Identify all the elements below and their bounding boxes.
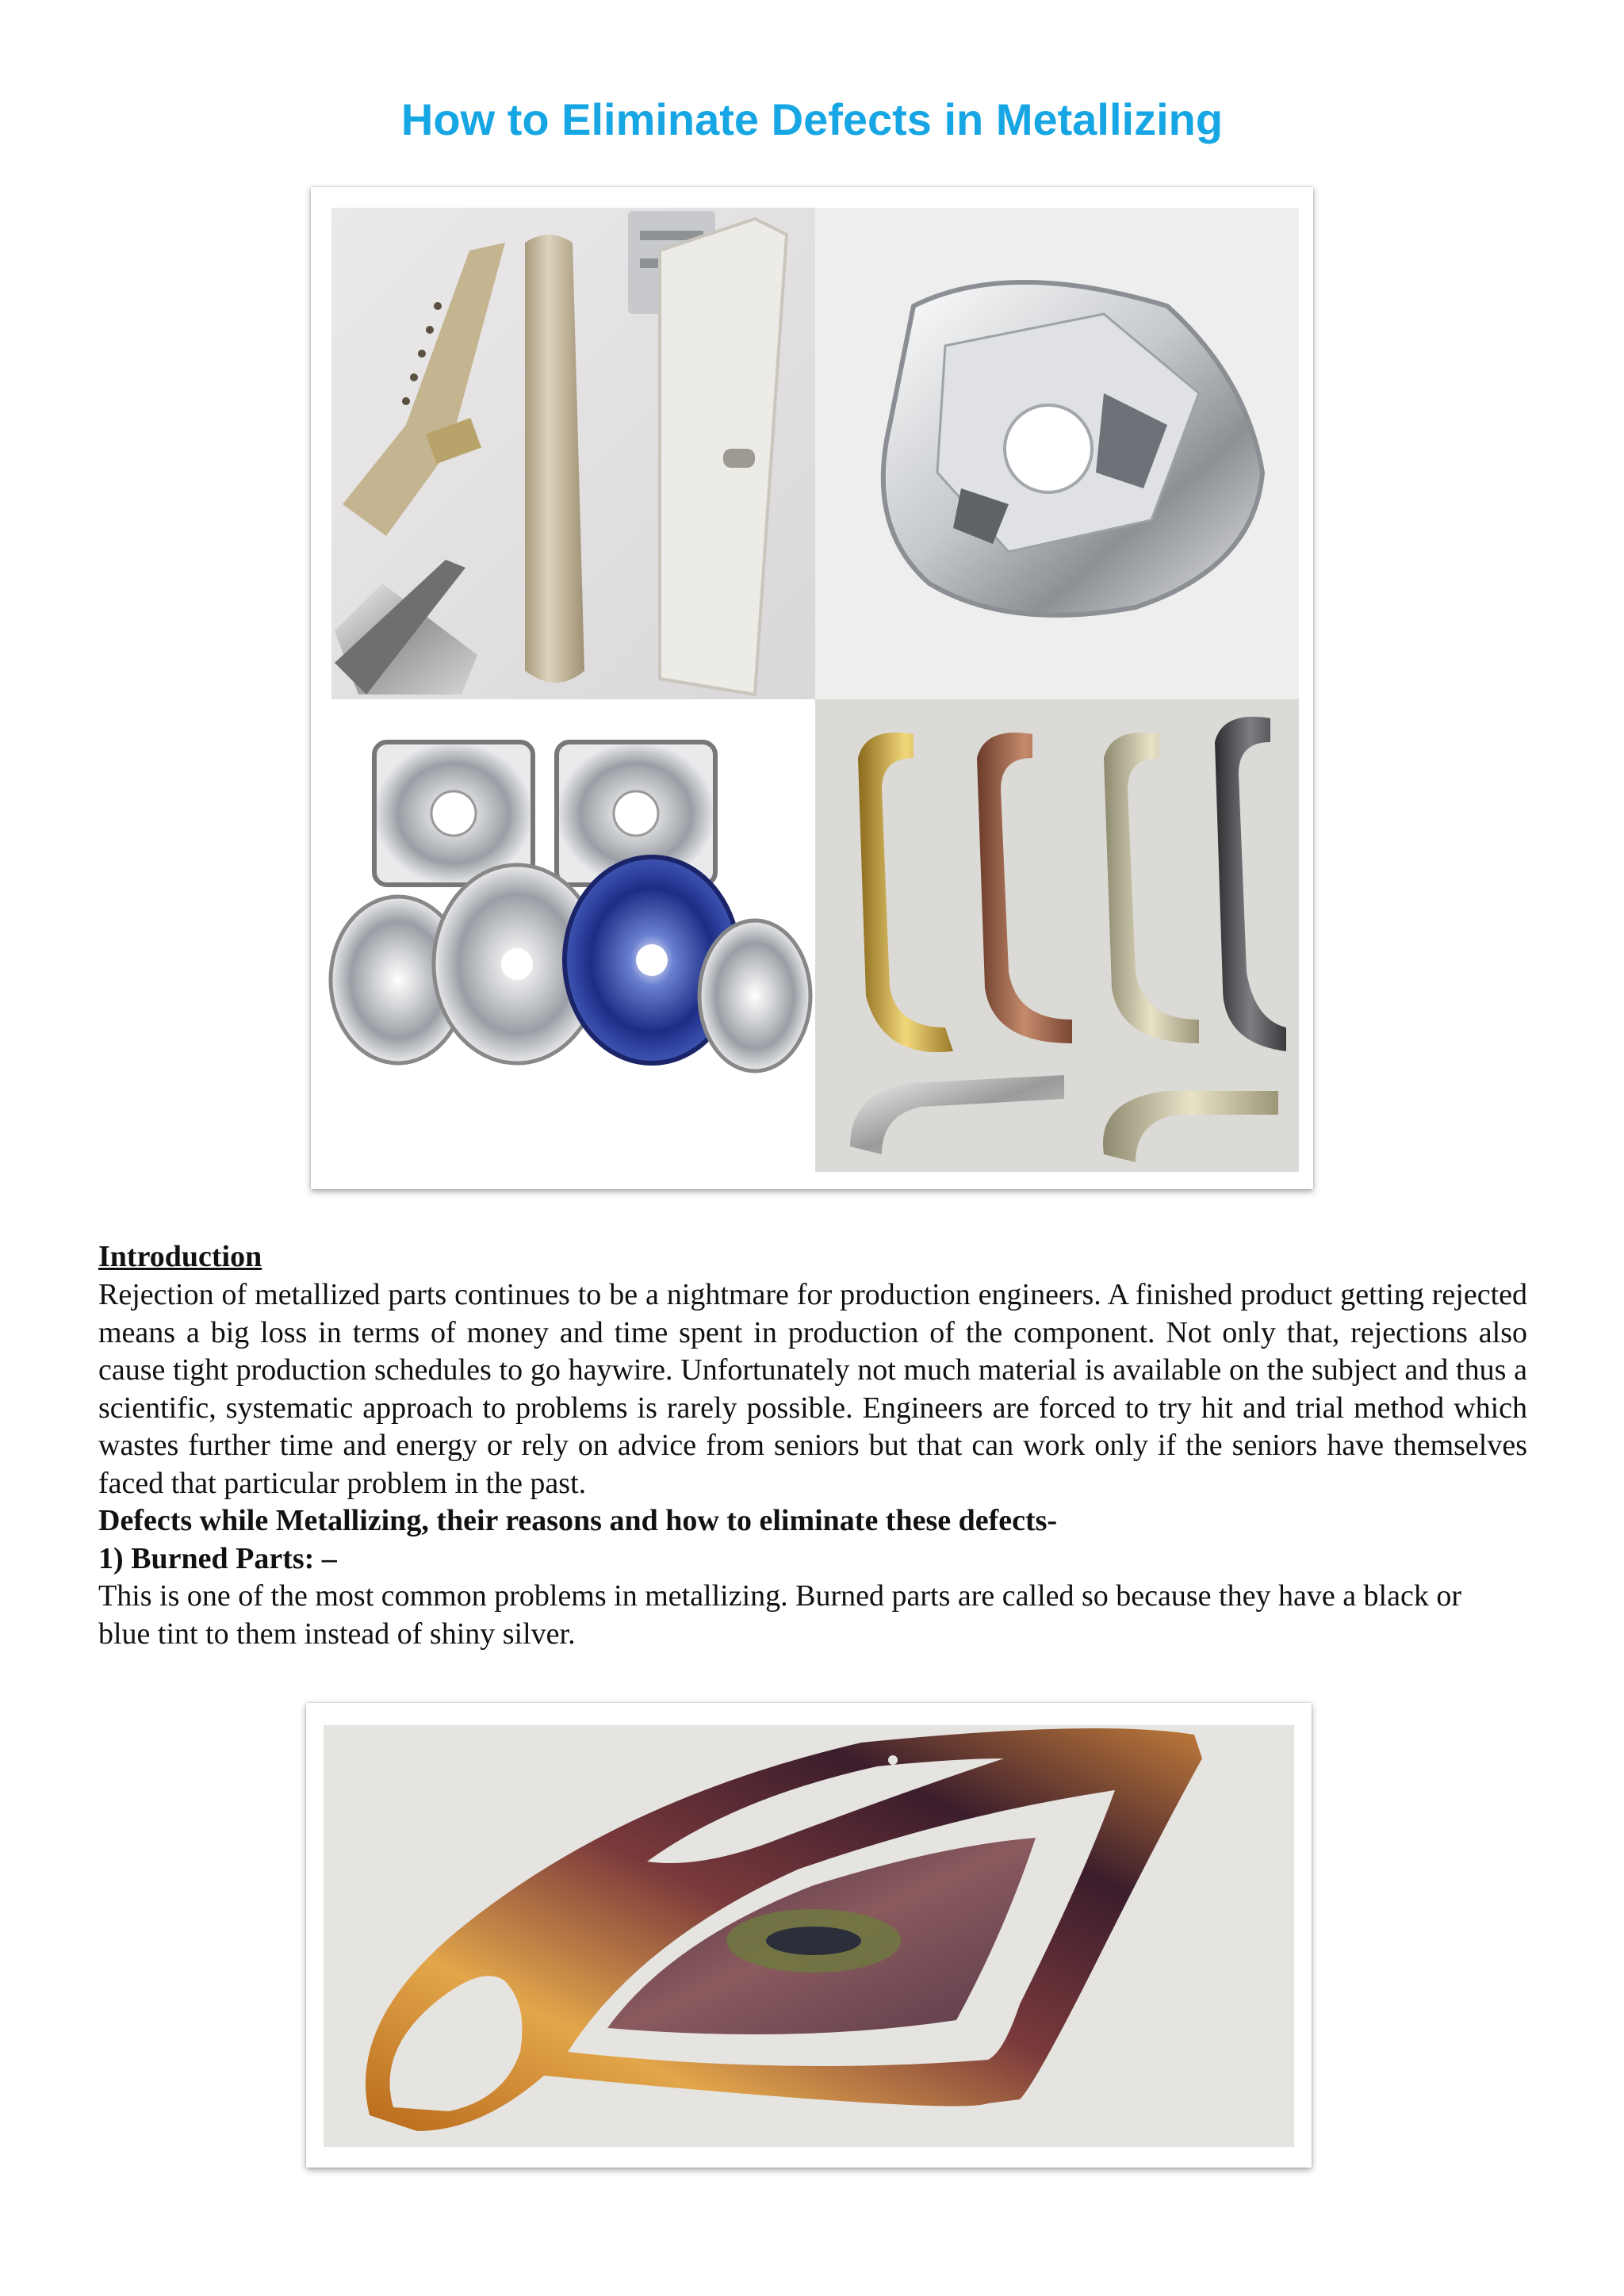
burned-parts-heading: 1) Burned Parts: – (98, 1542, 337, 1575)
introduction-paragraph: Rejection of metallized parts continues to be a nightmare for production engineers. A finished product getting rejected means a big loss in terms of money and time spent in production of the component. Not only that, rejections also cause tight production schedules to go haywire. Unfortunately not much material is available on the subject and thus a scientific, systematic approach to problems is rarely possible. Engineers are forced to try hit and trial method which wastes further time and energy or rely on advice from seniors but that can work only if the seniors have themselves faced that particular problem in the past. (98, 1278, 1527, 1500)
introduction-heading: Introduction (98, 1240, 262, 1273)
metallized-parts-collage-image (311, 187, 1313, 1189)
page-title: How to Eliminate Defects in Metallizing (400, 94, 1224, 144)
burned-parts-paragraph: This is one of the most common problems in metallizing. Burned parts are called so because they have a black or blue tint to them instead of shiny silver. (98, 1579, 1461, 1651)
defects-heading: Defects while Metallizing, their reasons and how to eliminate these defects- (98, 1504, 1058, 1537)
burned-part-image (306, 1703, 1312, 2168)
